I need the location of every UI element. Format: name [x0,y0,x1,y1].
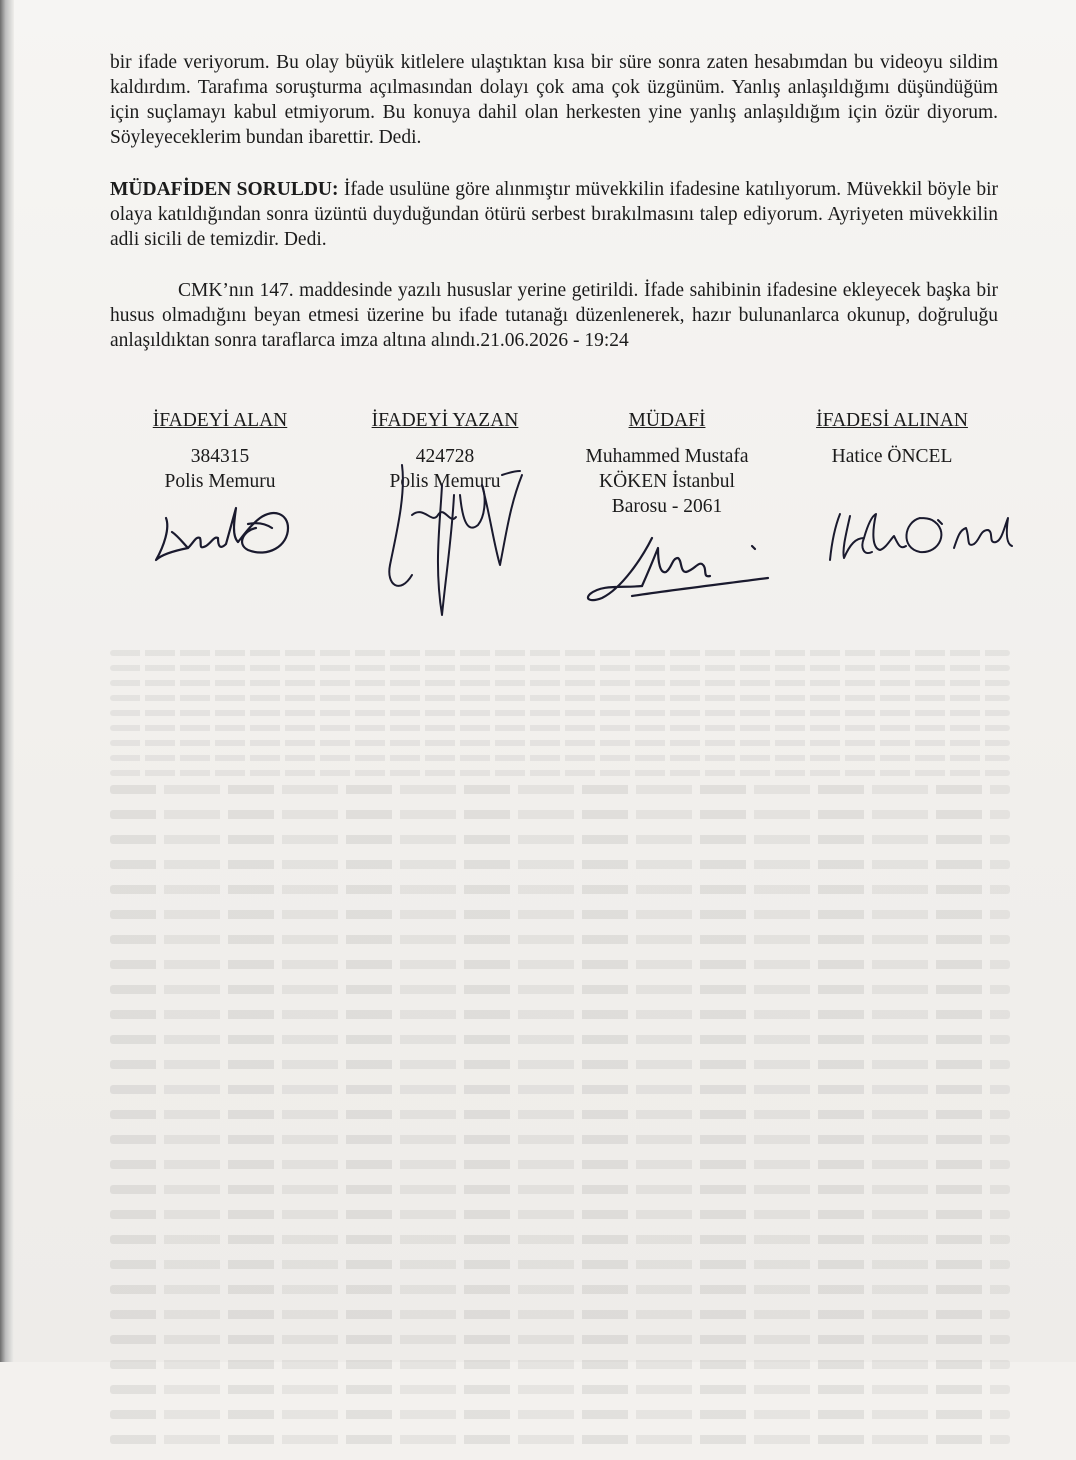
signature-line: Polis Memuru [389,471,501,492]
handwritten-signature-3 [572,528,772,623]
handwritten-signature-1 [148,488,298,573]
signature-block-defense-lawyer [568,408,766,519]
signature-line: Polis Memuru [164,471,276,492]
signature-line: KÖKEN İstanbul [599,471,735,492]
signature-block-statement-giver [800,408,984,469]
paper-edge-shadow [0,0,14,1362]
defense-label: MÜDAFİDEN SORULDU: [110,179,339,200]
signature-title: İFADEYİ ALAN [152,410,288,431]
defense-text: İfade usulüne göre alınmıştır müvekkilin ifadesine katılıyorum. Müvekkil böyle bir olaya katıldığından sonra üzüntü duyduğundan ötürü serbest bırakılmasını talep ediyorum. Ayriyeten müvekkilin adli sicili de temizdir. Dedi. [110,179,998,250]
signature-title: MÜDAFİ [628,410,706,431]
signature-line: Barosu - 2061 [611,496,723,517]
statement-paragraph [110,50,998,150]
bleed-through-texture [110,650,1010,1460]
signature-line: 384315 [190,446,250,467]
closing-paragraph [110,278,998,353]
defense-question-paragraph [110,177,998,252]
signature-title: İFADEYİ YAZAN [371,410,519,431]
signature-block-statement-taker [130,408,310,494]
handwritten-signature-2 [382,455,542,630]
statement-text: bir ifade veriyorum. Bu olay büyük kitlelere ulaştıktan kısa bir süre sonra zaten hesabımdan bu videoyu sildim kaldırdım. Tarafıma soruşturma açılmasından dolayı çok ama çok üzgünüm. Yanlış anlaşıldığımı düşündüğüm için suçlamayı kabul etmiyorum. Bu konuya dahil olan herkesten yine yanlış anlaşıldığım için özür diyorum. Söyleyeceklerim bundan ibarettir. Dedi. [110,52,998,148]
signature-line: Muhammed Mustafa [585,446,749,467]
signature-title: İFADESİ ALINAN [816,410,968,431]
handwritten-signature-4 [820,500,1020,575]
closing-text: CMK’nın 147. maddesinde yazılı hususlar yerine getirildi. İfade sahibinin ifadesine ekleyecek başka bir husus olmadığını beyan etmesi üzerine bu ifade tutanağı düzenlenerek, hazır bulunanlarca okunup, doğruluğu anlaşıldıktan sonra taraflarca imza altına alındı.21.06.2026 - 19:24 [110,280,998,351]
signature-line: Hatice ÖNCEL [831,446,953,467]
signature-line: 424728 [415,446,475,467]
